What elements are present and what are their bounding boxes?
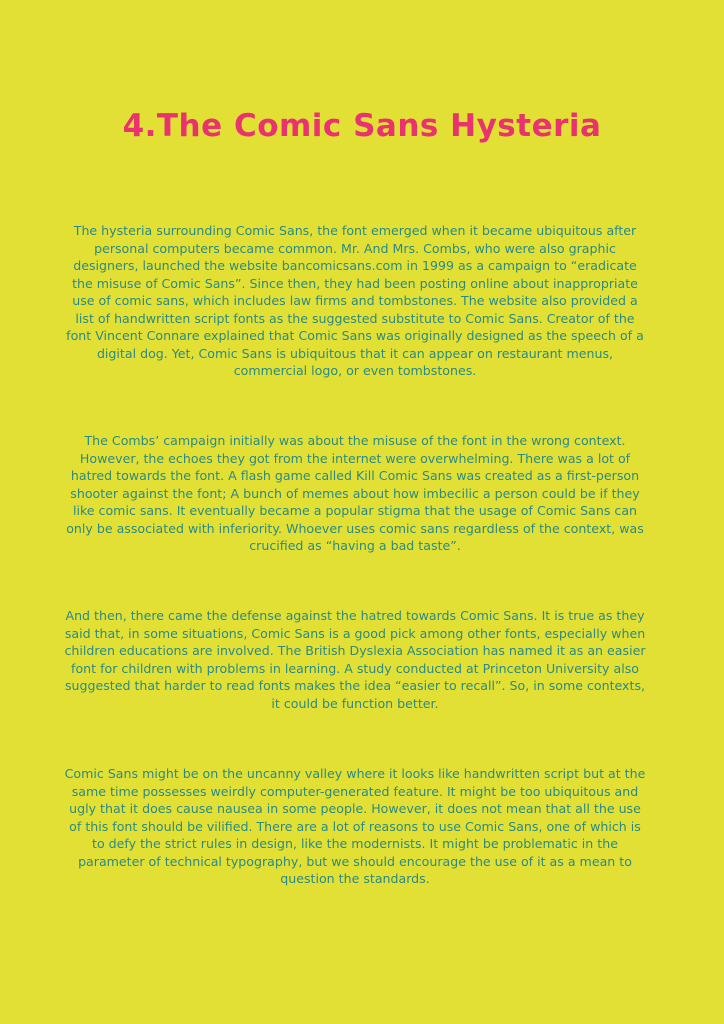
paragraph-2: The Combs’ campaign initially was about the misuse of the font in the wrong context. However, the echoes they got from the internet were overwhelming. There was a lot of hatred towards the font. A flash game called Kill Comic Sans was created as a first-person shooter against the font; A bunch of memes about how imbecilic a person could be if they like comic sans. It eventually became a popular stigma that the usage of Comic Sans can only be associated with inferiority. Whoever uses comic sans regardless of the context, was crucified as “having a bad taste”.: [66, 433, 644, 553]
paragraph-4: Comic Sans might be on the uncanny valley where it looks like handwritten script but at the same time possesses weirdly computer-generated feature. It might be too ubiquitous and ugly that it does cause nausea in some people. However, it does not mean that all the use of this font should be vilified. There are a lot of reasons to use Comic Sans, one of which is to defy the strict rules in design, like the modernists. It might be problematic in the parameter of technical typography, but we should encourage the use of it as a mean to question the standards.: [64, 766, 646, 886]
paragraph-3: And then, there came the defense against the hatred towards Comic Sans. It is true as they said that, in some situations, Comic Sans is a good pick among other fonts, especially when children educations are involved. The British Dyslexia Association has named it as an easier font for children with problems in learning. A study conducted at Princeton University also suggested that harder to read fonts makes the idea “easier to recall”. So, in some contexts, it could be function better.: [64, 608, 646, 711]
page-title: 4.The Comic Sans Hysteria: [122, 108, 602, 144]
paragraph-1: The hysteria surrounding Comic Sans, the font emerged when it became ubiquitous after personal computers became common. Mr. And Mrs. Combs, who were also graphic designers, launched the website bancomicsans.com in 1999 as a campaign to “eradicate the misuse of Comic Sans”. Since then, they had been posting online about inappropriate use of comic sans, which includes law firms and tombstones. The website also provided a list of handwritten script fonts as the suggested substitute to Comic Sans. Creator of the font Vincent Connare explained that Comic Sans was originally designed as the speech of a digital dog. Yet, Comic Sans is ubiquitous that it can appear on restaurant menus, commercial logo, or even tombstones.: [66, 223, 644, 378]
